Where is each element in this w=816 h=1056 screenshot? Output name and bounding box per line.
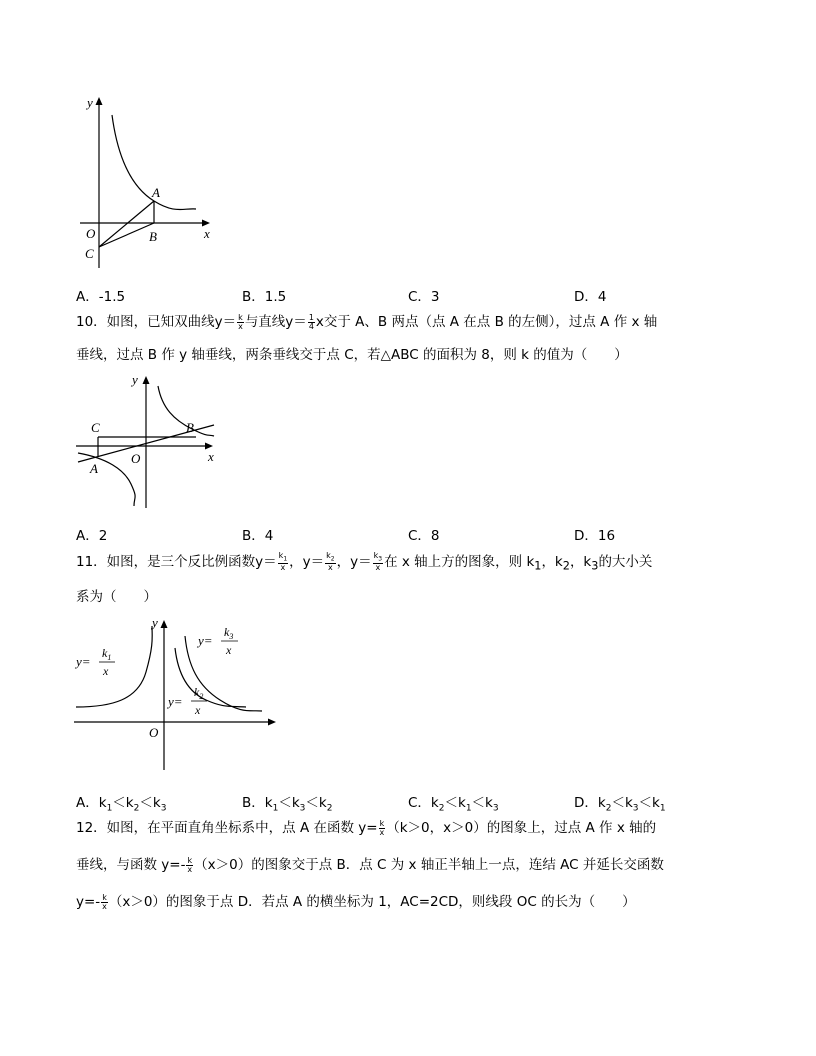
q10-text-line2: 垂线，过点 B 作 y 轴垂线，两条垂线交于点 C，若△ABC 的面积为 8，则 k 的值为（ ） (76, 347, 628, 363)
q12-line2 (76, 853, 746, 874)
q11-text-p4: 的大小关 (598, 554, 653, 570)
frac-denominator: x (379, 827, 385, 837)
q10-options (76, 524, 756, 544)
q10-option-a[interactable]: A．2 (76, 528, 108, 544)
q12-text-p2: （k＞0，x＞0）的图象上，过点 A 作 x 轴的 (386, 820, 657, 836)
label-y: y (87, 95, 93, 110)
label-C: C (85, 246, 94, 261)
y-axis-arrow (143, 376, 150, 384)
q12-line3 (76, 890, 746, 911)
q10-text-p1: 10．如图，已知双曲线y＝ (76, 314, 237, 330)
q10-option-b[interactable]: B．4 (242, 528, 274, 544)
frac-numerator: 1 (308, 312, 314, 322)
frac-numerator: $k_2$ (326, 550, 335, 563)
frac-numerator: k (238, 312, 243, 322)
q11-line2 (76, 585, 746, 605)
q12-text-p5: y=- (76, 894, 101, 910)
frac-denominator: x (375, 563, 381, 573)
frac-numerator: $k_3$ (373, 550, 383, 563)
label-O: O (149, 725, 159, 740)
q11-text-line2: 系为（ ） (76, 589, 157, 605)
q10-figure (76, 370, 221, 510)
q12-text-p3: 垂线，与函数 y=- (76, 857, 186, 873)
hyperbola-branch-left (78, 453, 135, 506)
q11-option-b[interactable]: B．$k_1<k_3<k_2$ (242, 795, 333, 814)
label-B: B (149, 229, 157, 244)
frac-numerator: k (187, 855, 193, 865)
frac-denominator: x (238, 321, 243, 331)
q11-options (76, 791, 756, 814)
label-C: C (91, 420, 100, 435)
q10-text-p3: x交于 A、B 两点（点 A 在点 B 的左侧），过点 A 作 x 轴 (315, 314, 658, 330)
label-y: y (132, 372, 138, 387)
q11-text-p2: 在 x 轴上方的图象，则 k (384, 554, 535, 570)
q9-option-a[interactable]: A．-1.5 (76, 289, 126, 305)
label-x: x (204, 226, 210, 241)
q10-option-d[interactable]: D．16 (574, 528, 616, 544)
frac-denominator: 4 (308, 321, 314, 331)
q11-text-p1: 11．如图，是三个反比例函数y＝ (76, 554, 277, 570)
eq-k3-prefix: y= (198, 633, 213, 648)
q10-line1 (76, 310, 746, 331)
q12-text-p4: （x＞0）的图象交于点 B．点 C 为 x 轴正半轴上一点，连结 AC 并延长交函数 (194, 857, 664, 873)
frac-denominator: x (102, 901, 107, 911)
eq-k2-prefix: y= (168, 694, 183, 709)
frac-denominator: x (328, 563, 333, 573)
segment-AC (99, 201, 154, 247)
q10-line2 (76, 343, 746, 363)
q11-figure (74, 612, 284, 774)
label-x: x (208, 449, 214, 464)
curve-k3 (185, 636, 262, 711)
eq-k3-denom: x (226, 643, 232, 657)
label-A: A (152, 185, 160, 200)
eq-k2-numer: $k_2$ (194, 685, 204, 701)
fraction-k3-over-x (373, 552, 383, 573)
q9-options (76, 285, 756, 305)
q11-option-a[interactable]: A．$k_1<k_2<k_3$ (76, 795, 167, 814)
label-O: O (131, 451, 141, 466)
q10-option-c[interactable]: C．8 (408, 528, 440, 544)
label-O: O (86, 226, 96, 241)
q11-sep-1: ，y＝ (289, 554, 325, 570)
q11-line1: 11．如图，是三个反比例函数y＝ $\frac{k_1}{x}$ ，y＝ $\frac{k_2}{x}$ ，y＝ $\frac{k_3}{x}$ 在 x 轴上方的图象，则 $k_1$，$k_2$，$k_3$的大小关 (76, 550, 653, 573)
q11-sep-2: ，y＝ (336, 554, 372, 570)
q11-option-c[interactable]: C．$k_2<k_1<k_3$ (408, 795, 499, 814)
fraction-k-over-x (101, 894, 108, 911)
frac-numerator: $k_1$ (278, 550, 288, 563)
eq-k2-denom: x (195, 703, 201, 717)
fraction-k-over-x (379, 820, 386, 837)
eq-k1-numer: $k_1$ (102, 646, 112, 662)
q11-option-d[interactable]: D．$k_2<k_3<k_1$ (574, 795, 666, 814)
frac-numerator: k (102, 892, 107, 902)
q12-text-p6: （x＞0）的图象于点 D．若点 A 的横坐标为 1，AC=2CD，则线段 OC 的长为（ ） (108, 894, 636, 910)
label-A: A (90, 461, 98, 476)
fraction-k1-over-x (278, 552, 288, 573)
curve-k2 (175, 648, 246, 707)
label-y: y (152, 615, 158, 630)
q12-text-p1: 12．如图，在平面直角坐标系中，点 A 在函数 y= (76, 820, 378, 836)
x-axis-arrow (268, 719, 276, 726)
y-axis-arrow (161, 620, 168, 628)
fraction-k-over-x (237, 314, 244, 331)
q9-option-b[interactable]: B．1.5 (242, 289, 287, 305)
frac-denominator: x (187, 864, 193, 874)
y-axis-arrow (96, 97, 103, 105)
eq-k3-numer: $k_3$ (224, 625, 234, 641)
q10-text-p2: 与直线y＝ (244, 314, 307, 330)
q9-option-c[interactable]: C．3 (408, 289, 440, 305)
q9-figure (78, 90, 218, 270)
q12-line1 (76, 816, 746, 837)
label-B: B (186, 420, 194, 435)
fraction-1-over-4 (308, 314, 315, 331)
segment-BC (99, 223, 154, 247)
fraction-k2-over-x (325, 552, 335, 573)
eq-k1-denom: x (103, 664, 109, 678)
frac-numerator: k (379, 818, 385, 828)
q9-option-d[interactable]: D．4 (574, 289, 607, 305)
eq-k1-prefix: y= (76, 654, 91, 669)
frac-denominator: x (280, 563, 286, 573)
fraction-k-over-x (186, 857, 193, 874)
